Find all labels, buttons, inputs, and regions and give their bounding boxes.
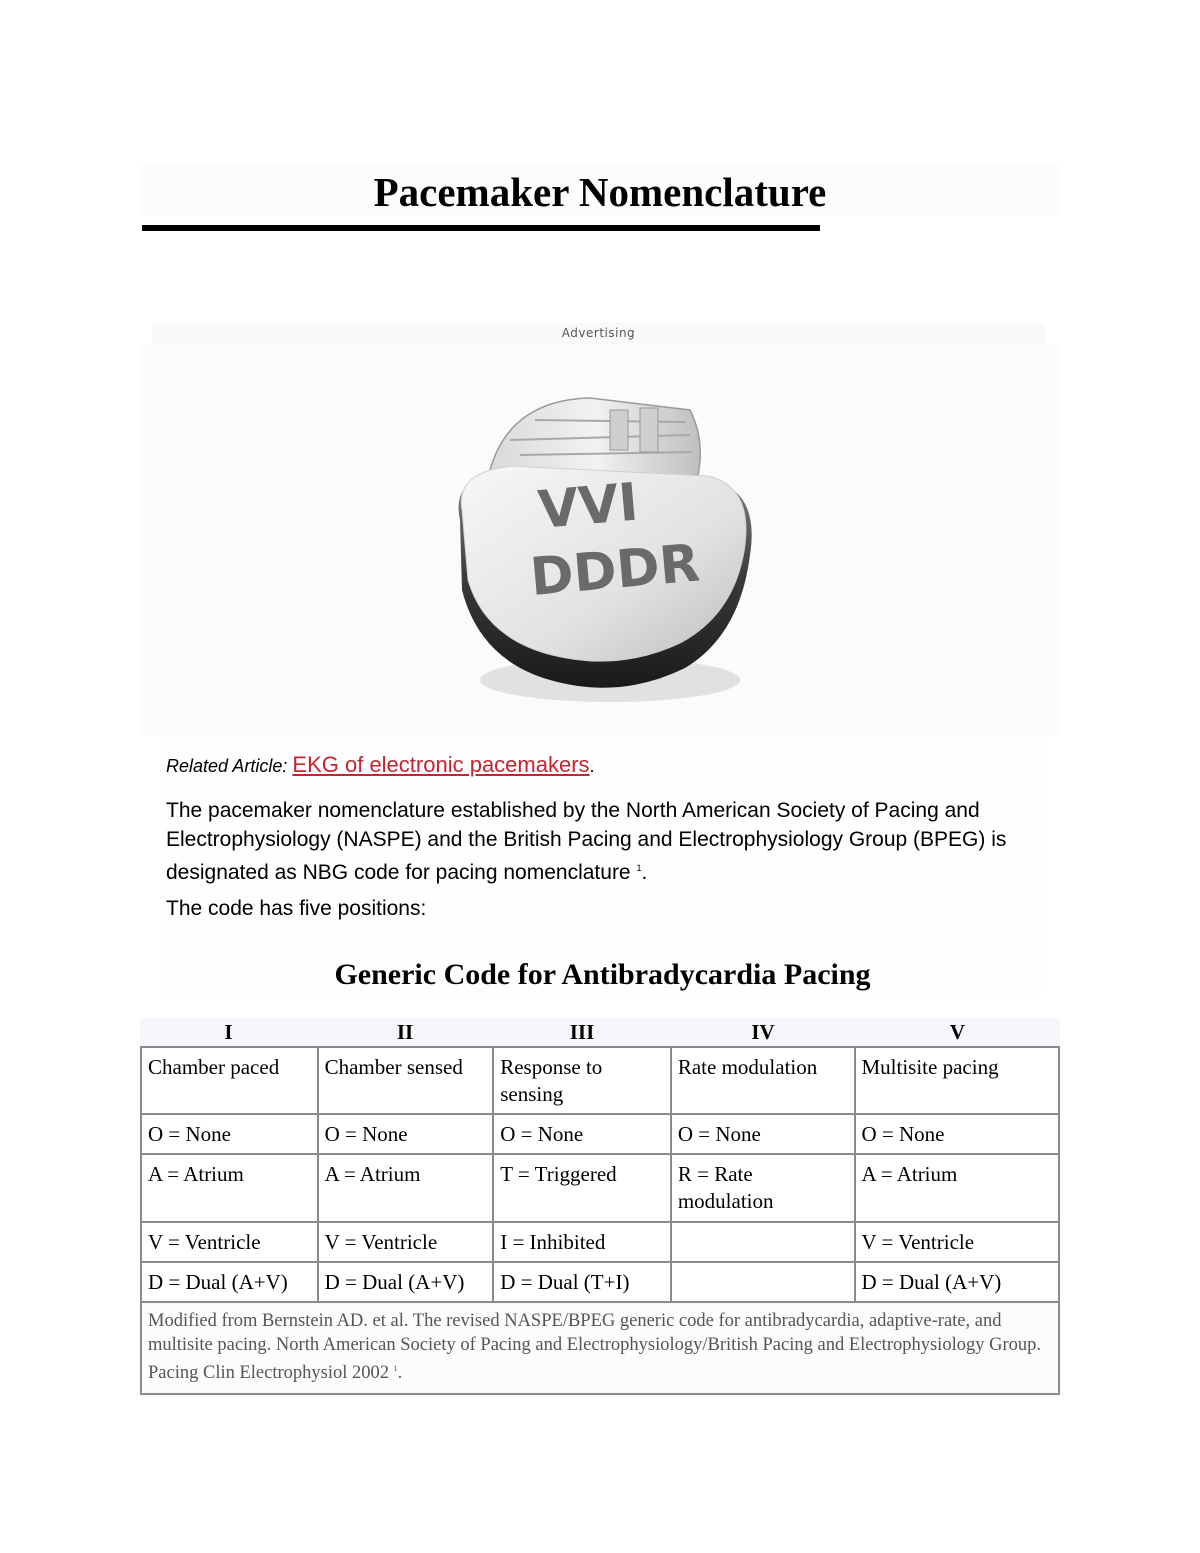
- table-title: Generic Code for Antibradycardia Pacing: [334, 958, 871, 991]
- table-cell: V = Ventricle: [141, 1222, 318, 1262]
- table-cell: D = Dual (A+V): [318, 1262, 494, 1302]
- positions-paragraph: The code has five positions:: [166, 897, 427, 920]
- table-header-row: [141, 1047, 1059, 1114]
- intro-reference[interactable]: 1: [636, 863, 642, 873]
- pacemaker-device-image: [440, 380, 760, 710]
- related-article-suffix: .: [589, 756, 595, 776]
- related-article-link[interactable]: EKG of electronic pacemakers: [292, 752, 590, 777]
- table-cell: D = Dual (A+V): [855, 1262, 1060, 1302]
- table-cell: O = None: [318, 1114, 494, 1154]
- table-cell: I = Inhibited: [493, 1222, 671, 1262]
- table-cell: [671, 1262, 855, 1302]
- table-cell: A = Atrium: [318, 1154, 494, 1222]
- title-underline: [142, 225, 820, 231]
- table-cell: D = Dual (A+V): [141, 1262, 318, 1302]
- position-numeral: II: [396, 1020, 414, 1044]
- table-cell: T = Triggered: [493, 1154, 671, 1222]
- footnote-text: Modified from Bernstein AD. et al. The revised NASPE/BPEG generic code for antibradycardia, adaptive-rate, and multisite pacing. North American Society of Pacing and Electrophysiology/British Pacing and Electrophysiology Group. Pacing Clin Electrophysiol 2002: [148, 1311, 1041, 1384]
- position-numeral: V: [949, 1020, 966, 1044]
- table-cell: O = None: [671, 1114, 855, 1154]
- table-header-cell: Response to sensing: [493, 1047, 671, 1114]
- table-row: [141, 1154, 1059, 1222]
- position-numeral: I: [224, 1020, 233, 1044]
- code-table: [140, 1046, 1060, 1395]
- intro-text: The pacemaker nomenclature established by the North American Society of Pacing and Electrophysiology (NASPE) and the British Pacing and Electrophysiology Group (BPEG) is designated as NBG code for pacing nomenclature: [166, 799, 1007, 884]
- table-header-cell: Multisite pacing: [855, 1047, 1060, 1114]
- footnote-reference[interactable]: 1: [393, 1364, 398, 1373]
- table-header-cell: Chamber paced: [141, 1047, 318, 1114]
- advertising-label: Advertising: [561, 326, 636, 340]
- table-cell: D = Dual (T+I): [493, 1262, 671, 1302]
- position-numeral: III: [569, 1020, 595, 1044]
- position-numeral: IV: [751, 1020, 775, 1044]
- device-label-line1: VVI: [535, 472, 641, 541]
- table-cell: V = Ventricle: [318, 1222, 494, 1262]
- table-row: [141, 1262, 1059, 1302]
- table-header-cell: Rate modulation: [671, 1047, 855, 1114]
- related-article-label: Related Article:: [166, 756, 288, 776]
- table-footnote-row: [141, 1302, 1059, 1394]
- table-footnote: [141, 1302, 1059, 1394]
- intro-paragraph: [166, 796, 1046, 887]
- related-article: [166, 752, 595, 778]
- page-title: Pacemaker Nomenclature: [373, 169, 827, 215]
- table-cell: O = None: [493, 1114, 671, 1154]
- table-header-cell: Chamber sensed: [318, 1047, 494, 1114]
- table-cell: O = None: [141, 1114, 318, 1154]
- table-cell: A = Atrium: [141, 1154, 318, 1222]
- table-cell: A = Atrium: [855, 1154, 1060, 1222]
- table-cell: O = None: [855, 1114, 1060, 1154]
- device-label-line2: DDDR: [527, 533, 703, 608]
- table-row: [141, 1222, 1059, 1262]
- table-row: [141, 1114, 1059, 1154]
- intro-end: .: [641, 861, 648, 884]
- footnote-end: .: [397, 1363, 403, 1384]
- table-cell: [671, 1222, 855, 1262]
- table-cell: R = Rate modulation: [671, 1154, 855, 1222]
- table-cell: V = Ventricle: [855, 1222, 1060, 1262]
